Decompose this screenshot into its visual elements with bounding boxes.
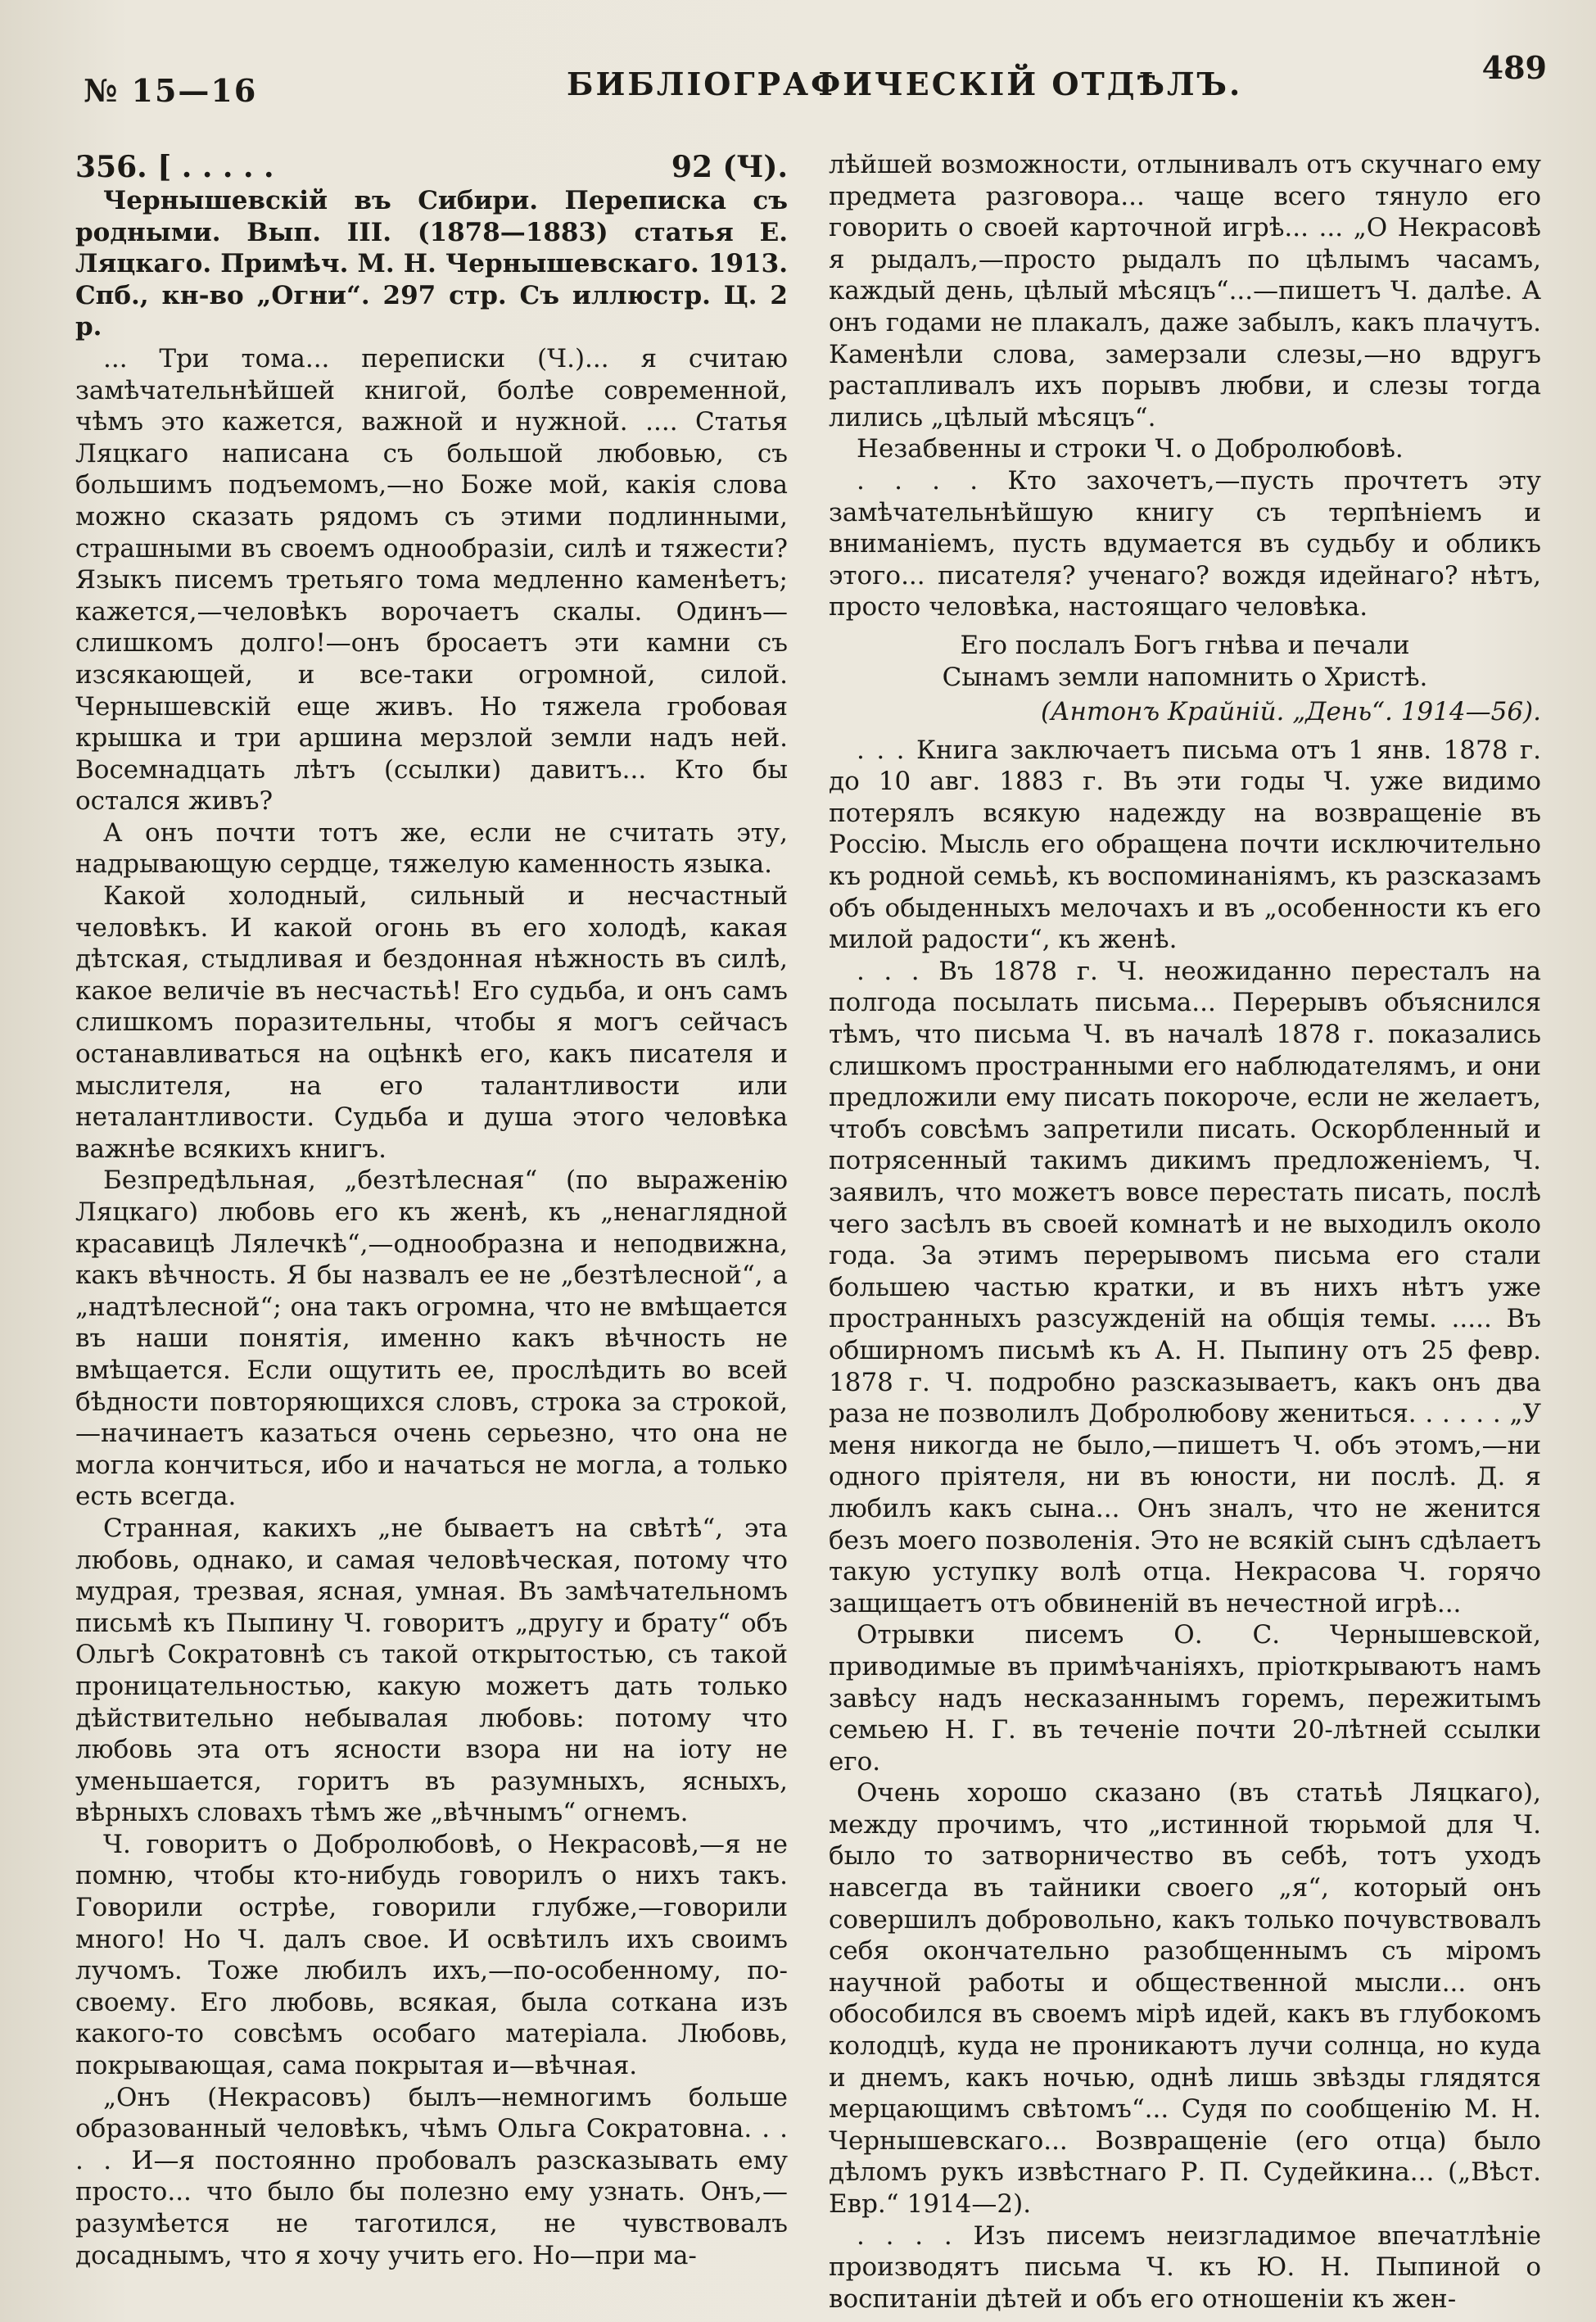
poem-line: Его послалъ Богъ гнѣва и печали xyxy=(960,630,1410,660)
poem-quote xyxy=(829,630,1541,693)
paragraph: Какой холодный, сильный и несчастный человѣкъ. И какой огонь въ его холодѣ, какая дѣтская, стыдливая и бездонная нѣжность въ силѣ, какое величіе въ несчастьѣ! Его судьба, и онъ самъ слишкомъ поразительны, чтобы я могъ сейчасъ останавливаться на оцѣнкѣ его, какъ писателя и мыслителя, на его талантливости или неталантливости. Судьба и душа этого человѣка важнѣе всякихъ книгъ. xyxy=(75,881,788,1164)
issue-number: № 15—16 xyxy=(84,72,258,109)
signature: (Антонъ Крайній. „День“. 1914—56). xyxy=(1040,697,1541,727)
paragraph: . . . Въ 1878 г. Ч. неожиданно пересталъ на полгода посылать письма... Перерывъ объяснился тѣмъ, что письма Ч. въ началѣ 1878 г. показались слишкомъ пространными его наблюдателямъ, и они предложили ему писать покороче, если не желаетъ, чтобъ совсѣмъ запретили писать. Оскорбленный и потрясенный такимъ дикимъ предложеніемъ, Ч. заявилъ, что можетъ вовсе перестать писать, послѣ чего засѣлъ въ своей комнатѣ и не выходилъ около года. За этимъ перерывомъ письма его стали большею частью кратки, и въ нихъ нѣтъ уже пространныхъ разсужденій на общія темы. ..... Въ обширномъ письмѣ къ А. Н. Пыпину отъ 25 февр. 1878 г. Ч. подробно разсказываетъ, какъ онъ два раза не позволилъ Добролюбову жениться. . . . . . „У меня никогда не было,—пишетъ Ч. объ этомъ,—ни одного пріятеля, ни въ юности, ни послѣ. Д. я любилъ какъ сына... Онъ зналъ, что не женится безъ моего позволенія. Это не всякій сынъ сдѣлаетъ такую уступку волѣ отца. Некрасова Ч. горячо защищаетъ отъ обвиненій въ нечестной игрѣ... xyxy=(829,956,1541,1618)
paragraph: ... Три тома... переписки (Ч.)... я считаю замѣчательнѣйшей книгой, болѣе современной, чѣмъ это кажется, важной и нужной. .... Статья Ляцкаго написана съ большой любовью, съ большимъ подъемомъ,—но Боже мой, какія слова можно сказать рядомъ съ этими подлинными, страшными въ своемъ однообразіи, силѣ и тяжести? Языкъ писемъ третьяго тома медленно каменѣетъ; кажется,—человѣкъ ворочаетъ скалы. Одинъ—слишкомъ долго!—онъ бросаетъ эти камни съ изсякающей, и все-таки огромной, силой. Чернышевскій еще живъ. Но тяжела гробовая крышка и три аршина мерзлой земли надъ ней. Восемнадцать лѣтъ (ссылки) давитъ... Кто бы остался живъ? xyxy=(75,343,788,817)
entry-number: 356. [ . . . . . xyxy=(75,150,274,184)
paragraph: А онъ почти тотъ же, если не считать эту, надрывающую сердце, тяжелую каменность языка. xyxy=(75,817,788,880)
paragraph: . . . . Изъ писемъ неизгладимое впечатлѣніе производятъ письма Ч. къ Ю. Н. Пыпиной о воспитаніи дѣтей и объ его отношеніи къ жен- xyxy=(829,2220,1541,2314)
right-column xyxy=(829,149,1541,2315)
section-title: БИБЛІОГРАФИЧЕСКІЙ ОТДѢЛЪ. xyxy=(567,66,1243,102)
entry-code: 92 (Ч). xyxy=(671,150,788,184)
page-number: 489 xyxy=(1481,49,1547,86)
left-column xyxy=(75,149,788,2315)
entry-title: Чернышевскій въ Сибири. Переписка съ родными. Вып. III. (1878—1883) статья Е. Ляцкаго. Примѣч. М. Н. Чернышевскаго. 1913. Спб., кн-во „Огни“. 297 стр. Съ иллюстр. Ц. 2 р. xyxy=(75,186,788,342)
page-header xyxy=(75,49,1547,139)
paragraph: Незабвенны и строки Ч. о Добролюбовѣ. xyxy=(857,434,1404,464)
entry-heading xyxy=(75,149,788,185)
poem-line: Сынамъ земли напомнить о Христѣ. xyxy=(942,662,1428,692)
paragraph: . . . Книга заключаетъ письма отъ 1 янв. 1878 г. до 10 авг. 1883 г. Въ эти годы Ч. уже видимо потерялъ всякую надежду на возвращеніе въ Россію. Мысль его обращена почти исключительно къ родной семьѣ, къ воспоминаніямъ, къ разсказамъ объ обыденныхъ мелочахъ и въ „особенности къ его милой радости“, къ женѣ. xyxy=(829,735,1541,955)
paragraph: Отрывки писемъ О. С. Чернышевской, приводимые въ примѣчаніяхъ, пріоткрываютъ намъ завѣсу надъ несказаннымъ горемъ, пережитымъ семьею Н. Г. въ теченіе почти 20-лѣтней ссылки его. xyxy=(829,1620,1541,1777)
paragraph: Ч. говоритъ о Добролюбовѣ, о Некрасовѣ,—я не помню, чтобы кто-нибудь говорилъ о нихъ такъ. Говорили острѣе, говорили глубже,—говорили много! Но Ч. далъ свое. И освѣтилъ ихъ своимъ лучомъ. Тоже любилъ ихъ,—по-особенному, по-своему. Его любовь, всякая, была соткана изъ какого-то совсѣмъ особаго матеріала. Любовь, покрывающая, сама покрытая и—вѣчная. xyxy=(75,1829,788,2081)
paragraph: „Онъ (Некрасовъ) былъ—немногимъ больше образованный человѣкъ, чѣмъ Ольга Сократовна. . . . . И—я постоянно пробовалъ разсказывать ему просто... что было бы полезно ему узнать. Онъ,—разумѣется не таготился, не чувствовалъ досаднымъ, что я хочу учить его. Но—при ма- xyxy=(75,2082,788,2270)
paragraph: . . . . Кто захочетъ,—пусть прочтетъ эту замѣчательнѣйшую книгу съ терпѣніемъ и вниманіемъ, пусть вдумается въ судьбу и обликъ этого... писателя? ученаго? вождя идейнаго? нѣтъ, просто человѣка, настоящаго человѣка. xyxy=(829,465,1541,622)
paragraph: Очень хорошо сказано (въ статьѣ Ляцкаго), между прочимъ, что „истинной тюрьмой для Ч. было то затворничество въ себѣ, тотъ уходъ навсегда въ тайники своего „я“, который онъ совершилъ добровольно, какъ только почувствовалъ себя окончательно разобщеннымъ съ міромъ научной работы и общественной мысли... онъ обособился въ своемъ мірѣ идей, какъ въ глубокомъ колодцѣ, куда не проникаютъ лучи солнца, но куда и днемъ, какъ ночью, однѣ лишь звѣзды глядятся мерцающимъ свѣтомъ“... Судя по сообщенію М. Н. Чернышевскаго... Возвращеніе (его отца) было дѣломъ рукъ извѣстнаго Р. П. Судейкина... („Вѣст. Евр.“ 1914—2). xyxy=(829,1778,1541,2219)
paragraph: лѣйшей возможности, отлынивалъ отъ скучнаго ему предмета разговора... чаще всего тянуло его говорить о своей карточной игрѣ... ... „О Некрасовѣ я рыдалъ,—просто рыдалъ по цѣлымъ часамъ, каждый день, цѣлый мѣсяцъ“...—пишетъ Ч. далѣе. А онъ годами не плакалъ, даже забылъ, какъ плачутъ. Каменѣли слова, замерзали слезы,—но вдругъ растапливалъ ихъ порывъ любви, и слезы тогда лились „цѣлый мѣсяцъ“. xyxy=(829,150,1541,432)
text-columns xyxy=(75,149,1547,2315)
paragraph: Безпредѣльная, „безтѣлесная“ (по выраженію Ляцкаго) любовь его къ женѣ, къ „ненаглядной красавицѣ Лялечкѣ“,—однообразна и неподвижна, какъ вѣчность. Я бы назвалъ ее не „безтѣлесной“, а „надтѣлесной“; она такъ огромна, что не вмѣщается въ наши понятія, именно какъ вѣчность не вмѣщается. Если ощутить ее, прослѣдить во всей бѣдности повторяющихся словъ, строка за строкой,—начинаетъ казаться очень серьезно, что она не могла кончиться, ибо и начаться не могла, а только есть всегда. xyxy=(75,1166,788,1512)
paragraph: Странная, какихъ „не бываетъ на свѣтѣ“, эта любовь, однако, и самая человѣческая, потому что мудрая, трезвая, ясная, умная. Въ замѣчательномъ письмѣ къ Пыпину Ч. говоритъ „другу и брату“ объ Ольгѣ Сократовнѣ съ такой открытостью, съ такой проницательностью, какую можетъ дать только дѣйствительно небывалая любовь: потому что любовь эта отъ ясности взора ни на іоту не уменьшается, горитъ въ разумныхъ, ясныхъ, вѣрныхъ словахъ тѣмъ же „вѣчнымъ“ огнемъ. xyxy=(75,1513,788,1828)
